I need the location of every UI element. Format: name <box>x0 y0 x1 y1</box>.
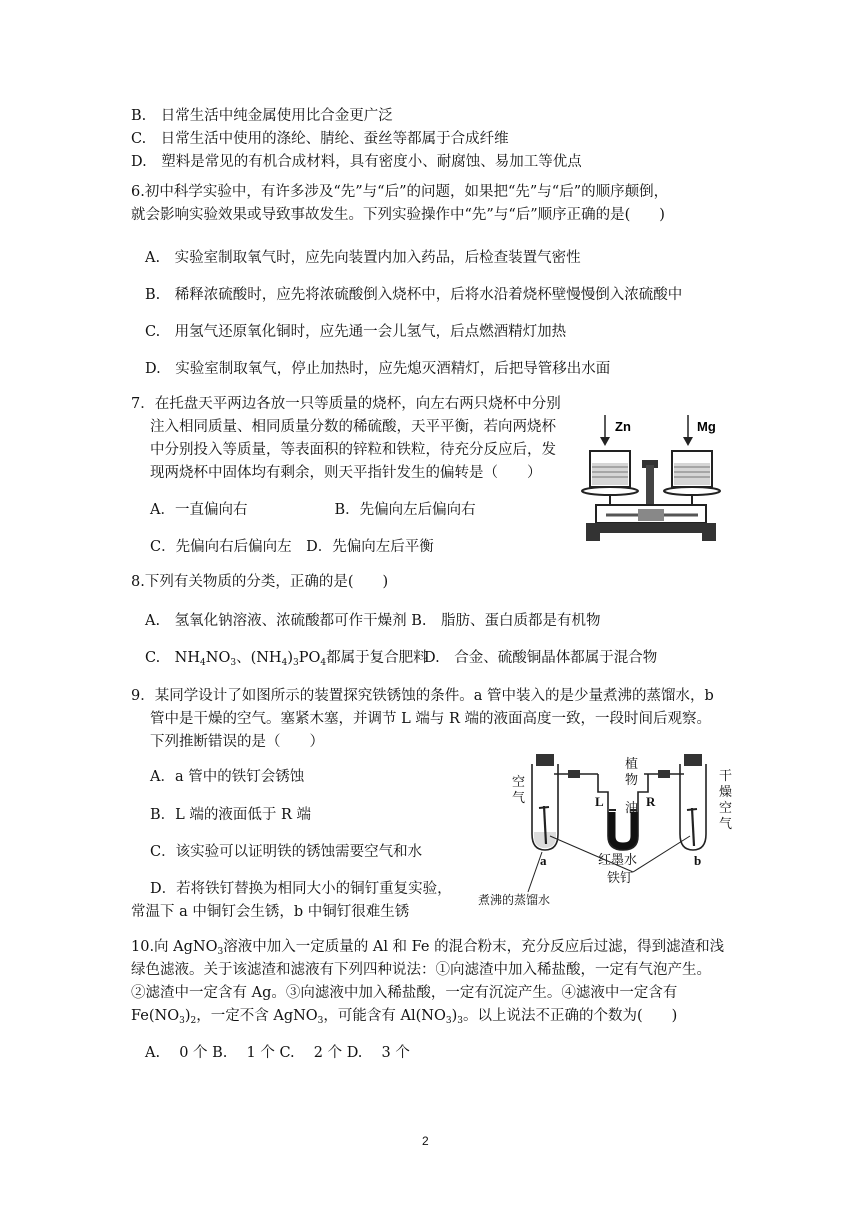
q7-stem-line1: 7．在托盘天平两边各放一只等质量的烧杯，向左右两只烧杯中分别 <box>131 396 561 412</box>
q10-stem-line1: 10.向 AgNO$_3$溶液中加入一定质量的 Al 和 Fe 的混合粉末，充分反应后过滤，得到滤渣和浅 <box>131 939 725 957</box>
page-number: 2 <box>422 1134 429 1148</box>
tube-a-label: a <box>540 853 547 868</box>
red-ink-label: 红墨水 <box>598 853 638 868</box>
q5-option-c: C. 日常生活中使用的涤纶、腈纶、蚕丝等都属于合成纤维 <box>131 131 509 147</box>
r-end-label: R <box>646 794 656 809</box>
q10-stem-line2: 绿色滤液。关于该滤渣和滤液有下列四种说法：①向滤渣中加入稀盐酸，一定有气泡产生。 <box>131 962 711 978</box>
q10-stem-line3: ②滤渣中一定含有 Ag。③向滤液中加入稀盐酸，一定有沉淀产生。④滤液中一定含有 <box>131 985 678 1001</box>
tube-b-label: b <box>694 853 702 868</box>
q9-option-d-line1: D．若将铁钉替换为相同大小的铜钉重复实验， <box>150 881 452 897</box>
oil-label-char2: 物 <box>625 773 639 788</box>
oil-label-char3: 油 <box>625 801 639 816</box>
q9-option-d-line2: 常温下 a 中铜钉会生锈，b 中铜钉很难生锈 <box>131 904 410 920</box>
q6-stem-line2: 就会影响实验效果或导致事故发生。下列实验操作中“先”与“后”顺序正确的是( ) <box>131 207 665 223</box>
q5-option-b: B. 日常生活中纯金属使用比合金更广泛 <box>131 108 393 124</box>
air-label-char1: 空 <box>512 775 526 790</box>
q7-stem-line4: 现两烧杯中固体均有剩余，则天平指针发生的偏转是（ ） <box>150 465 542 481</box>
balance-figure <box>578 405 728 545</box>
dry-air-label-char1: 干 <box>719 769 733 784</box>
q6-stem-line1: 6.初中科学实验中，有许多涉及“先”与“后”的问题，如果把“先”与“后”的顺序颠倒， <box>131 184 669 200</box>
l-end-label: L <box>595 794 604 809</box>
q8-option-d: D. 合金、硫酸铜晶体都属于混合物 <box>424 650 658 666</box>
q8-options-ab: A. 氢氧化钠溶液、浓硫酸都可作干燥剂 B. 脂肪、蛋白质都是有机物 <box>145 613 601 629</box>
q10-options: A. 0 个 B. 1 个 C. 2 个 D. 3 个 <box>145 1045 410 1061</box>
q9-stem-line1: 9．某同学设计了如图所示的装置探究铁锈蚀的条件。a 管中装入的是少量煮沸的蒸馏水，b <box>131 688 714 704</box>
air-label-char2: 气 <box>512 791 526 806</box>
mg-label: Mg <box>697 419 716 434</box>
q6-option-c: C. 用氢气还原氧化铜时，应先通一会儿氢气，后点燃酒精灯加热 <box>145 324 567 340</box>
q9-stem-line2: 管中是干燥的空气。塞紧木塞，并调节 L 端与 R 端的液面高度一致，一段时间后观察。 <box>150 711 711 727</box>
q7-options-ab: A．一直偏向右 B．先偏向左后偏向右 <box>150 502 476 518</box>
q9-option-b: B．L 端的液面低于 R 端 <box>150 807 312 823</box>
zn-label: Zn <box>615 419 631 434</box>
q7-stem-line3: 中分别投入等质量，等表面积的锌粒和铁粒，待充分反应后，发 <box>150 442 556 458</box>
rust-apparatus-figure <box>468 752 754 916</box>
q6-option-b: B. 稀释浓硫酸时，应先将浓硫酸倒入烧杯中，后将水沿着烧杯壁慢慢倒入浓硫酸中 <box>145 287 683 303</box>
oil-label-char1: 植 <box>625 757 639 772</box>
q7-stem-line2: 注入相同质量、相同质量分数的稀硫酸，天平平衡，若向两烧杯 <box>150 419 556 435</box>
nail-label: 铁钉 <box>607 871 634 886</box>
q8-option-c: C. $NH_4NO_3$、$(NH_4)_3PO_4$都属于复合肥料 <box>145 650 428 668</box>
q7-options-cd: C．先偏向右后偏向左 D．先偏向左后平衡 <box>150 539 434 555</box>
q9-stem-line3: 下列推断错误的是（ ） <box>150 734 324 750</box>
dry-air-label-char2: 燥 <box>719 785 733 800</box>
dry-air-label-char3: 空 <box>719 801 733 816</box>
q6-option-a: A. 实验室制取氧气时，应先向装置内加入药品，后检查装置气密性 <box>145 250 581 266</box>
q9-option-c: C．该实验可以证明铁的锈蚀需要空气和水 <box>150 844 423 860</box>
boiled-water-label: 煮沸的蒸馏水 <box>478 893 551 907</box>
q6-option-d: D. 实验室制取氧气，停止加热时，应先熄灭酒精灯，后把导管移出水面 <box>145 361 611 377</box>
q10-stem-line4: $Fe(NO_3)_2$，一定不含 AgNO$_3$，可能含有 $Al(NO_3)_3$。以上说法不正确的个数为( ) <box>131 1008 678 1026</box>
q9-option-a: A．a 管中的铁钉会锈蚀 <box>150 769 305 785</box>
q8-stem: 8.下列有关物质的分类，正确的是( ) <box>131 574 389 590</box>
q5-option-d: D. 塑料是常见的有机合成材料，具有密度小、耐腐蚀、易加工等优点 <box>131 154 582 170</box>
dry-air-label-char4: 气 <box>719 817 733 832</box>
